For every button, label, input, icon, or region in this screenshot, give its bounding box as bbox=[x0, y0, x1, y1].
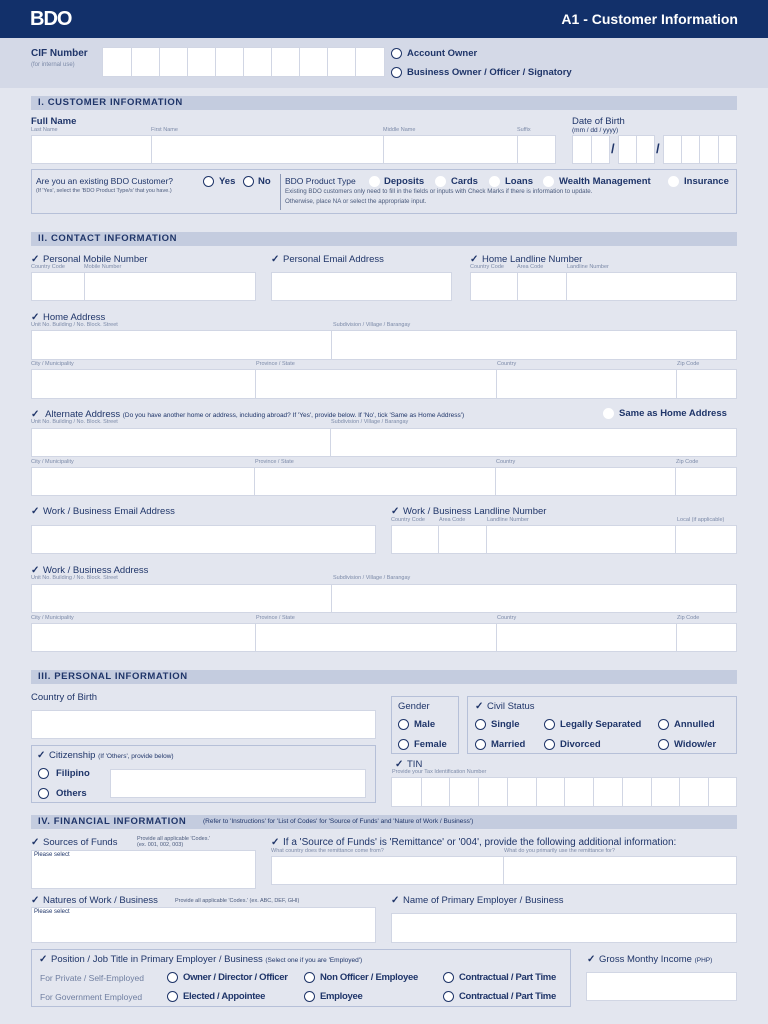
personal-email-input[interactable] bbox=[271, 272, 452, 301]
alternate-address-city-input[interactable] bbox=[31, 467, 737, 496]
full-name-label: Full Name bbox=[31, 116, 77, 127]
section-customer-info: I. CUSTOMER INFORMATION bbox=[31, 96, 737, 110]
section-financial-info: IV. FINANCIAL INFORMATION (Refer to 'Instructions' for 'List of Codes' for 'Source of Funds' and 'Nature of Work / Business') bbox=[31, 815, 737, 829]
check-icon: ✓ bbox=[31, 254, 40, 265]
check-icon: ✓ bbox=[587, 954, 596, 965]
check-icon: ✓ bbox=[31, 409, 40, 420]
employer-name-input[interactable] bbox=[391, 913, 737, 943]
home-address-street-input[interactable] bbox=[31, 330, 737, 360]
cif-sub: (for internal use) bbox=[31, 62, 75, 68]
check-icon: ✓ bbox=[271, 254, 280, 265]
loans-radio[interactable] bbox=[489, 176, 500, 187]
form-title: A1 - Customer Information bbox=[561, 11, 738, 27]
full-name-input[interactable] bbox=[31, 135, 556, 164]
check-icon: ✓ bbox=[31, 565, 40, 576]
business-owner-radio[interactable] bbox=[391, 67, 402, 78]
elected-appointee-radio[interactable] bbox=[167, 991, 178, 1002]
check-icon: ✓ bbox=[271, 837, 280, 848]
gov-employee-radio[interactable] bbox=[304, 991, 315, 1002]
contractual-private-radio[interactable] bbox=[443, 972, 454, 983]
section-contact-info: II. CONTACT INFORMATION bbox=[31, 232, 737, 246]
owner-director-radio[interactable] bbox=[167, 972, 178, 983]
country-of-birth-input[interactable] bbox=[31, 710, 376, 739]
legally-separated-radio[interactable] bbox=[544, 719, 555, 730]
other-citizenship-input[interactable] bbox=[110, 769, 366, 798]
check-icon: ✓ bbox=[391, 506, 400, 517]
mobile-number-input[interactable] bbox=[31, 272, 256, 301]
check-icon: ✓ bbox=[395, 759, 404, 770]
nature-of-work-select[interactable] bbox=[31, 907, 376, 943]
check-icon: ✓ bbox=[475, 701, 484, 712]
gross-income-input[interactable] bbox=[586, 972, 737, 1001]
check-icon: ✓ bbox=[31, 837, 40, 848]
check-icon: ✓ bbox=[470, 254, 479, 265]
divorced-radio[interactable] bbox=[544, 739, 555, 750]
bdo-logo: BDO bbox=[30, 8, 72, 30]
work-address-city-input[interactable] bbox=[31, 623, 737, 652]
dob-year-input[interactable] bbox=[663, 135, 737, 164]
work-address-street-input[interactable] bbox=[31, 584, 737, 613]
section-personal-info: III. PERSONAL INFORMATION bbox=[31, 670, 737, 684]
wealth-radio[interactable] bbox=[543, 176, 554, 187]
dob-label: Date of Birth bbox=[572, 116, 625, 127]
home-address-city-input[interactable] bbox=[31, 369, 737, 399]
same-as-home-radio[interactable] bbox=[603, 408, 614, 419]
check-icon: ✓ bbox=[391, 895, 400, 906]
widow-radio[interactable] bbox=[658, 739, 669, 750]
single-radio[interactable] bbox=[475, 719, 486, 730]
male-radio[interactable] bbox=[398, 719, 409, 730]
contractual-gov-radio[interactable] bbox=[443, 991, 454, 1002]
check-icon: ✓ bbox=[31, 312, 40, 323]
others-radio[interactable] bbox=[38, 788, 49, 799]
filipino-radio[interactable] bbox=[38, 768, 49, 779]
alternate-address-street-input[interactable] bbox=[31, 428, 737, 457]
married-radio[interactable] bbox=[475, 739, 486, 750]
deposits-radio[interactable] bbox=[369, 176, 380, 187]
non-officer-radio[interactable] bbox=[304, 972, 315, 983]
work-email-input[interactable] bbox=[31, 525, 376, 554]
insurance-radio[interactable] bbox=[668, 176, 679, 187]
account-owner-radio[interactable] bbox=[391, 48, 402, 59]
female-radio[interactable] bbox=[398, 739, 409, 750]
annulled-radio[interactable] bbox=[658, 719, 669, 730]
work-landline-input[interactable] bbox=[391, 525, 737, 554]
check-icon: ✓ bbox=[31, 506, 40, 517]
home-landline-input[interactable] bbox=[470, 272, 737, 301]
existing-no-radio[interactable] bbox=[243, 176, 254, 187]
cards-radio[interactable] bbox=[435, 176, 446, 187]
check-icon: ✓ bbox=[31, 895, 40, 906]
business-owner-label: Business Owner / Officer / Signatory bbox=[407, 67, 572, 78]
check-icon: ✓ bbox=[37, 750, 46, 761]
account-owner-label: Account Owner bbox=[407, 48, 478, 59]
cif-label: CIF Number bbox=[31, 48, 88, 59]
check-icon: ✓ bbox=[39, 954, 48, 965]
existing-yes-radio[interactable] bbox=[203, 176, 214, 187]
remittance-input[interactable] bbox=[271, 856, 737, 885]
